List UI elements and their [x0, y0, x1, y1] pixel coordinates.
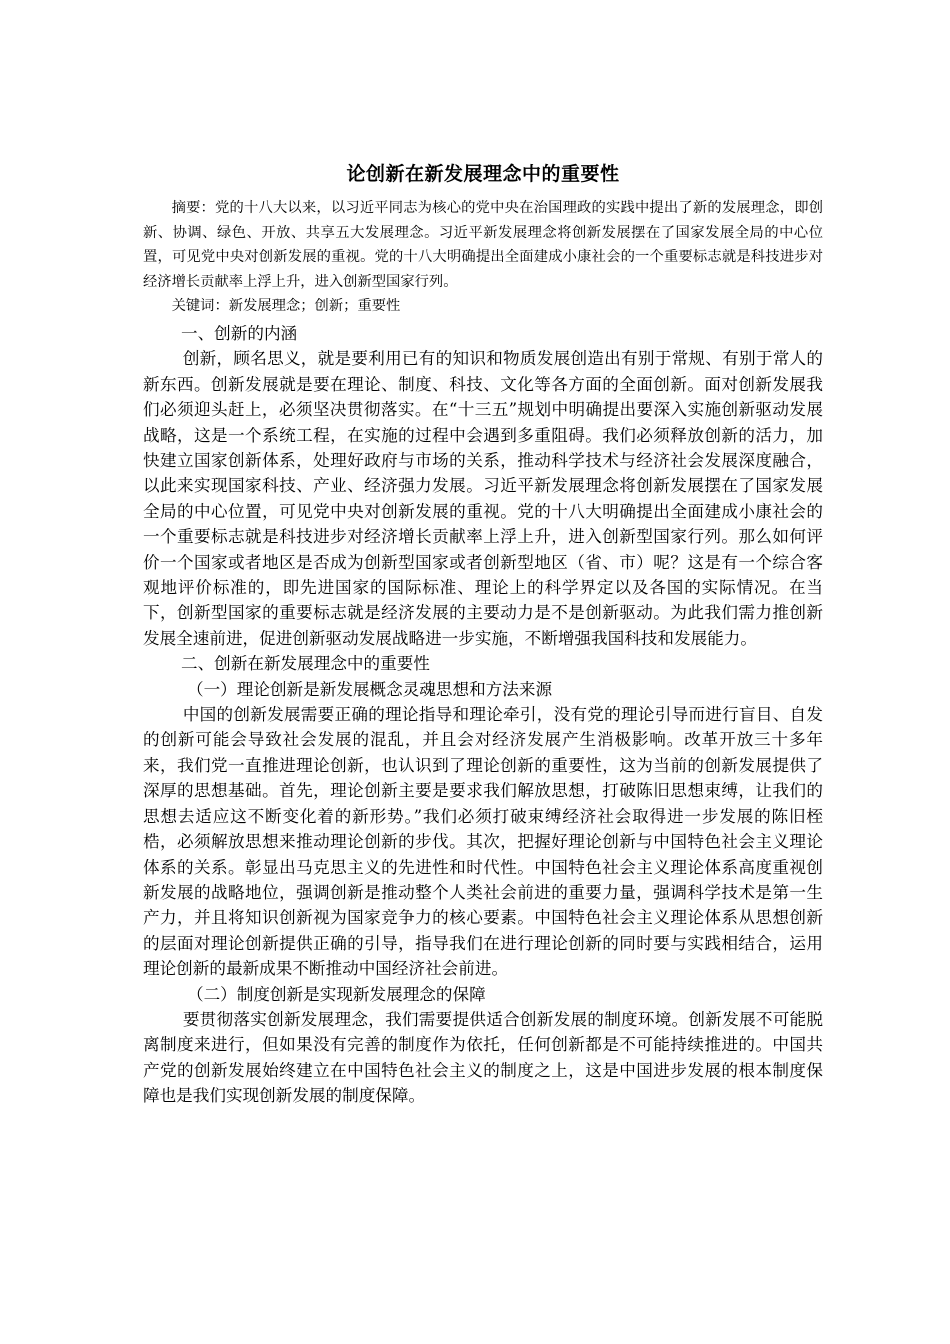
keywords: 关键词：新发展理念；创新；重要性	[171, 298, 401, 315]
subsection-heading-2: （二）制度创新是实现新发展理念的保障	[187, 984, 486, 1004]
section-paragraph-1: 创新，顾名思义，就是要利用已有的知识和物质发展创造出有别于常规、有别于常人的新东西。创新发展就是要在理论、制度、科技、文化等各方面的全面创新。面对创新发展我们必须迎头赶上，必须坚决贯彻落实。在“十三五”规划中明确提出要深入实施创新驱动发展战略，这是一个系统工程，在实施的过程中会遇到多重阻碍。我们必须释放创新的活力，加快建立国家创新体系，处理好政府与市场的关系，推动科学技术与经济社会发展深度融合，以此来实现国家科技、产业、经济强力发展。习近平新发展理念将创新发展摆在了国家发展全局的中心位置，可见党中央对创新发展的重视。党的十八大明确提出全面建成小康社会的一个重要标志就是科技进步对经济增长贡献率上浮上升，进入创新型国家行列。那么如何评价一个国家或者地区是否成为创新型国家或者创新型地区（省、市）呢？这是有一个综合客观地评价标准的，即先进国家的国际标准、理论上的科学界定以及各国的实际情况。在当下，创新型国家的重要标志就是经济发展的主要动力是不是创新驱动。为此我们需力推创新发展全速前进，促进创新驱动发展战略进一步实施，不断增强我国科技和发展能力。	[143, 349, 823, 648]
abstract: 摘要：党的十八大以来，以习近平同志为核心的党中央在治国理政的实践中提出了新的发展理念，即创新、协调、绿色、开放、共享五大发展理念。习近平新发展理念将创新发展摆在了国家发展全局的中心位置，可见党中央对创新发展的重视。党的十八大明确提出全面建成小康社会的一个重要标志就是科技进步对经济增长贡献率上浮上升，进入创新型国家行列。	[143, 200, 823, 290]
section-heading-2: 二、创新在新发展理念中的重要性	[181, 654, 430, 674]
subsection-paragraph-1: 中国的创新发展需要正确的理论指导和理论牵引，没有党的理论引导而进行盲目、自发的创新可能会导致社会发展的混乱，并且会对经济发展产生消极影响。改革开放三十多年来，我们党一直推进理论创新，也认识到了理论创新的重要性，这为当前的创新发展提供了深厚的思想基础。首先，理论创新主要是要求我们解放思想，打破陈旧思想束缚，让我们的思想去适应这不断变化着的新形势。”我们必须打破束缚经济社会取得进一步发展的陈旧桎梏，必须解放思想来推动理论创新的步伐。其次，把握好理论创新与中国特色社会主义理论体系的关系。彰显出马克思主义的先进性和时代性。中国特色社会主义理论体系高度重视创新发展的战略地位，强调创新是推动整个人类社会前进的重要力量，强调科学技术是第一生产力，并且将知识创新视为国家竞争力的核心要素。中国特色社会主义理论体系从思想创新的层面对理论创新提供正确的引导，指导我们在进行理论创新的同时要与实践相结合，运用理论创新的最新成果不断推动中国经济社会前进。	[143, 705, 823, 979]
document-title: 论创新在新发展理念中的重要性	[346, 163, 620, 185]
subsection-heading-1: （一）理论创新是新发展概念灵魂思想和方法来源	[187, 679, 553, 699]
document-page	[143, 158, 823, 1109]
subsection-paragraph-2: 要贯彻落实创新发展理念，我们需要提供适合创新发展的制度环境。创新发展不可能脱离制度来进行，但如果没有完善的制度作为依托，任何创新都是不可能持续推进的。中国共产党的创新发展始终建立在中国特色社会主义的制度之上，这是中国进步发展的根本制度保障也是我们实现创新发展的制度保障。	[143, 1009, 823, 1106]
section-heading-1: 一、创新的内涵	[181, 323, 298, 343]
